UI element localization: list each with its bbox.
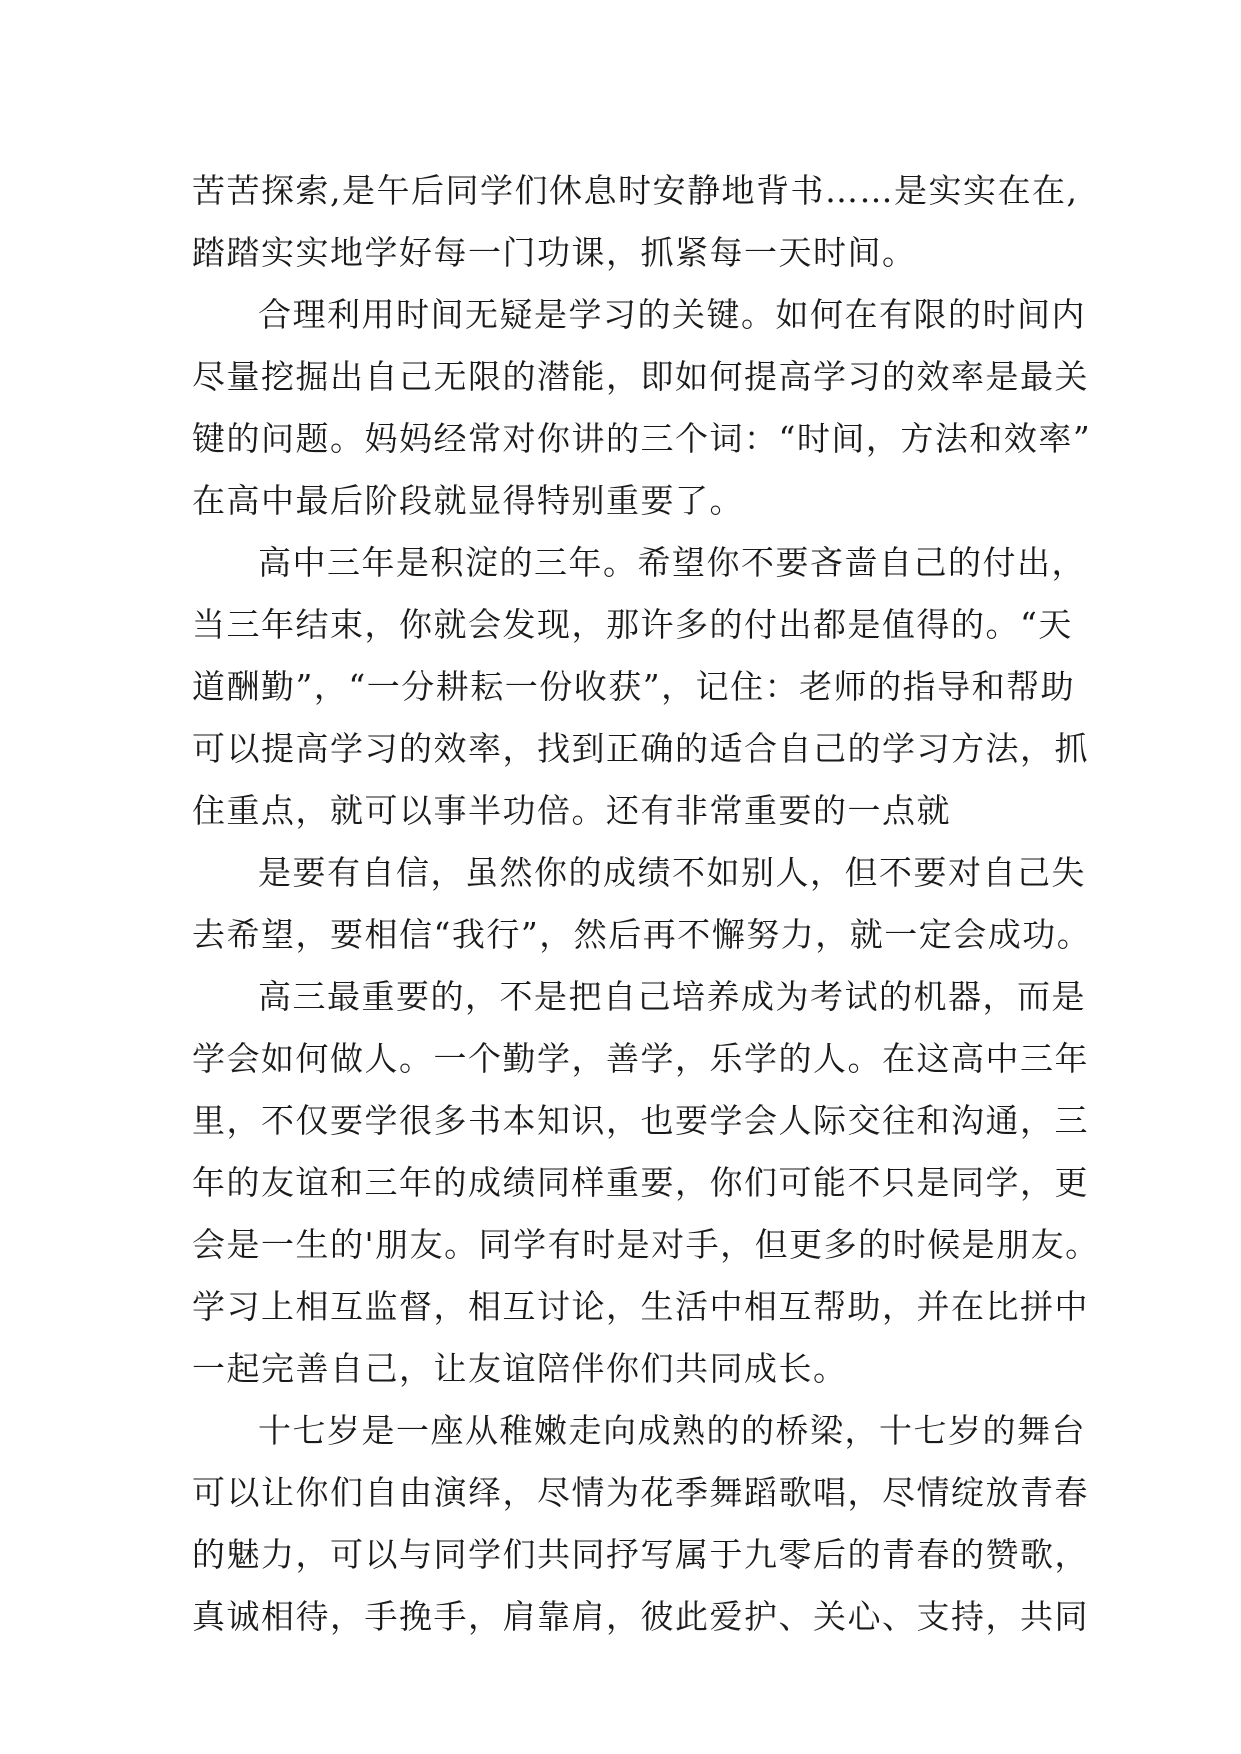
text-line: 踏踏实实地学好每一门功课，抓紧每一天时间。 [192, 233, 917, 272]
text-line: 学会如何做人。一个勤学，善学，乐学的人。在这高中三年 [192, 1039, 1089, 1078]
text-line: 学习上相互监督，相互讨论，生活中相互帮助，并在比拼中 [192, 1287, 1089, 1326]
text-line: 键的问题。妈妈经常对你讲的三个词：“时间，方法和效率” [192, 419, 1092, 458]
text-line: 真诚相待，手挽手，肩靠肩，彼此爱护、关心、支持，共同 [192, 1597, 1089, 1636]
text-line: 去希望，要相信“我行”，然后再不懈努力，就一定会成功。 [192, 915, 1092, 954]
text-line: 住重点，就可以事半功倍。还有非常重要的一点就 [192, 791, 951, 830]
text-line: 高中三年是积淀的三年。希望你不要吝啬自己的付出， [258, 543, 1086, 582]
text-line: 可以让你们自由演绎，尽情为花季舞蹈歌唱，尽情绽放青春 [192, 1473, 1089, 1512]
text-line: 合理利用时间无疑是学习的关键。如何在有限的时间内 [258, 295, 1086, 334]
body-text [192, 160, 1100, 1648]
text-line: 十七岁是一座从稚嫩走向成熟的的桥梁，十七岁的舞台 [258, 1411, 1086, 1450]
text-line: 的魅力，可以与同学们共同抒写属于九零后的青春的赞歌， [192, 1535, 1089, 1574]
text-line: 是要有自信，虽然你的成绩不如别人，但不要对自己失 [258, 853, 1086, 892]
text-line: 道酬勤”，“一分耕耘一份收获”，记住：老师的指导和帮助 [192, 667, 1076, 706]
text-line: 一起完善自己，让友谊陪伴你们共同成长。 [192, 1349, 848, 1388]
text-line: 年的友谊和三年的成绩同样重要，你们可能不只是同学，更 [192, 1163, 1089, 1202]
text-line: 可以提高学习的效率，找到正确的适合自己的学习方法，抓 [192, 729, 1089, 768]
text-line: 苦苦探索,是午后同学们休息时安静地背书……是实实在在, [192, 171, 1079, 210]
text-line: 当三年结束，你就会发现，那许多的付出都是值得的。“天 [192, 605, 1073, 644]
text-line: 尽量挖掘出自己无限的潜能，即如何提高学习的效率是最关 [192, 357, 1089, 396]
text-line: 里，不仅要学很多书本知识，也要学会人际交往和沟通，三 [192, 1101, 1089, 1140]
text-line: 会是一生的'朋友。同学有时是对手，但更多的时候是朋友。 [192, 1225, 1100, 1264]
text-line: 在高中最后阶段就显得特别重要了。 [192, 481, 744, 520]
text-line: 高三最重要的，不是把自己培养成为考试的机器，而是 [258, 977, 1086, 1016]
